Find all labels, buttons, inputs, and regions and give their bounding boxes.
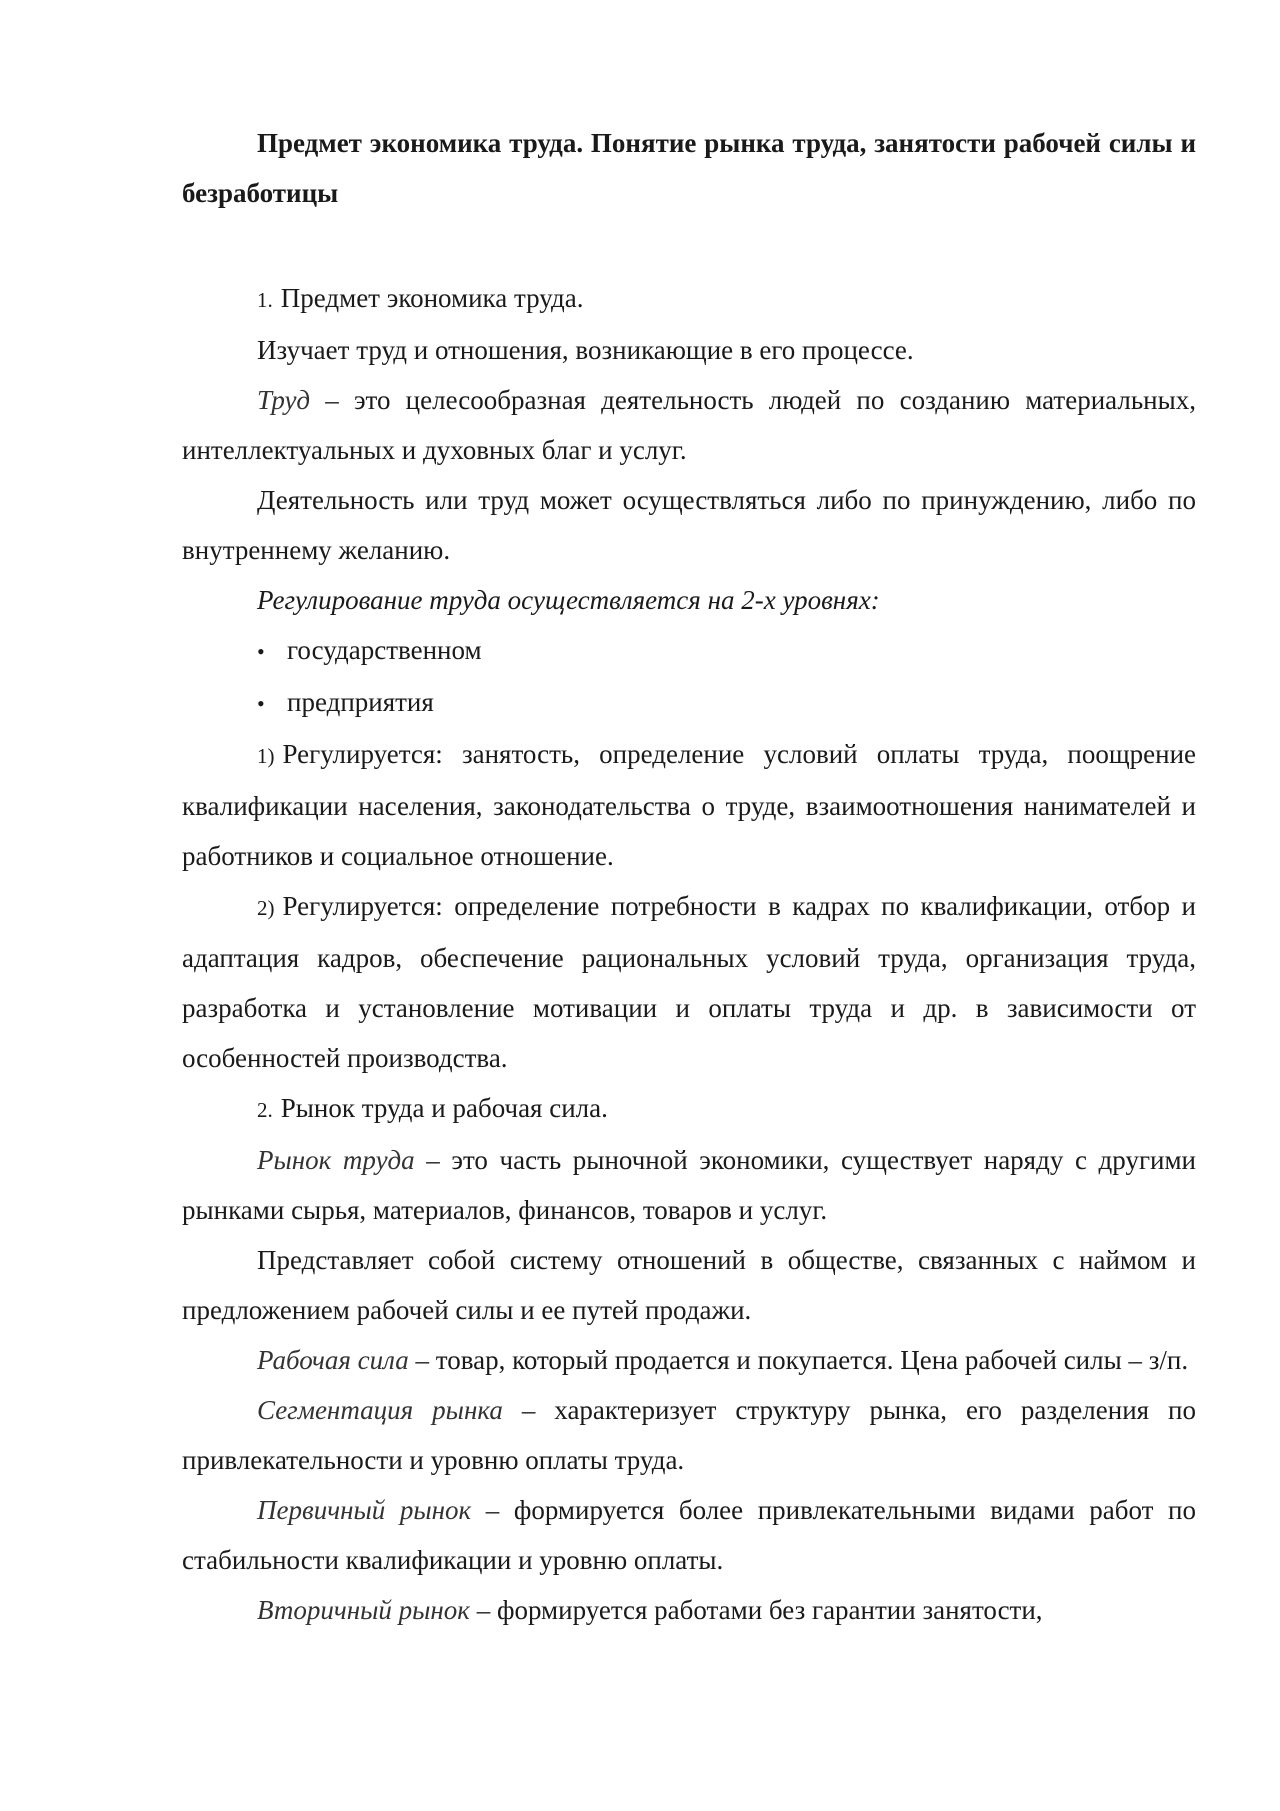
- list-item: [182, 677, 1196, 729]
- term: Первичный рынок: [257, 1495, 472, 1525]
- numbered-paragraph: [182, 729, 1196, 881]
- numbered-paragraph: [182, 881, 1196, 1083]
- section-heading-1: [182, 273, 1196, 325]
- definition-paragraph: [182, 1585, 1196, 1635]
- item-text: Регулируется: определение потребности в кадрах по квалификации, отбор и адаптация кадров, обеспечение рациональных условий труда, организация труда, разработка и установление мотивации и оплаты труда и др. в зависимости от особенностей производства.: [182, 891, 1196, 1073]
- paragraph: Деятельность или труд может осуществляться либо по принуждению, либо по внутреннему желанию.: [182, 485, 1196, 565]
- italic-paragraph: [182, 575, 1196, 625]
- section-heading-2: [182, 1083, 1196, 1135]
- list-item-text: государственном: [287, 635, 482, 665]
- list-item-text: предприятия: [287, 687, 434, 717]
- item-number: 2): [257, 896, 275, 920]
- definition-paragraph: [182, 1135, 1196, 1235]
- definition-text: – формируется работами без гарантии занятости,: [469, 1595, 1043, 1625]
- document-title: Предмет экономика труда. Понятие рынка труда, занятости рабочей силы и безработицы: [182, 128, 1196, 208]
- definition-paragraph: [182, 1385, 1196, 1485]
- definition-paragraph: [182, 1335, 1196, 1385]
- item-text: Регулируется: занятость, определение условий оплаты труда, поощрение квалификации населения, законодательства о труде, взаимоотношения нанимателей и работников и социальное отношение.: [182, 739, 1196, 871]
- bullet-icon: •: [257, 639, 265, 664]
- term: Труд: [257, 385, 311, 415]
- term: Сегментация рынка: [257, 1395, 503, 1425]
- paragraph: Представляет собой систему отношений в обществе, связанных с наймом и предложением рабочей силы и ее путей продажи.: [182, 1245, 1196, 1325]
- item-number: 1): [257, 744, 275, 768]
- definition-text: – формируется более привлекательными видами работ по стабильности квалификации и уровню оплаты.: [182, 1495, 1196, 1575]
- definition-text: – товар, который продается и покупается. Цена рабочей силы – з/п.: [408, 1345, 1189, 1375]
- definition-text: – характеризует структуру рынка, его разделения по привлекательности и уровню оплаты труда.: [182, 1395, 1196, 1475]
- section-number: 1.: [257, 288, 273, 312]
- term: Вторичный рынок: [257, 1595, 470, 1625]
- definition-paragraph: [182, 1485, 1196, 1585]
- section-heading-text: Рынок труда и рабочая сила.: [280, 1093, 608, 1123]
- section-number: 2.: [257, 1098, 273, 1122]
- definition-paragraph: [182, 375, 1196, 475]
- list-item: [182, 625, 1196, 677]
- definition-text: – это целесообразная деятельность людей по созданию материальных, интеллектуальных и духовных благ и услуг.: [182, 385, 1196, 465]
- paragraph: Изучает труд и отношения, возникающие в его процессе.: [257, 335, 914, 365]
- term: Рабочая сила: [257, 1345, 409, 1375]
- italic-text: Регулирование труда осуществляется на 2-х уровнях:: [257, 585, 880, 615]
- section-heading-text: Предмет экономика труда.: [280, 283, 584, 313]
- term: Рынок труда: [257, 1145, 415, 1175]
- definition-text: – это часть рыночной экономики, существует наряду с другими рынками сырья, материалов, финансов, товаров и услуг.: [182, 1145, 1197, 1225]
- bullet-icon: •: [257, 691, 265, 716]
